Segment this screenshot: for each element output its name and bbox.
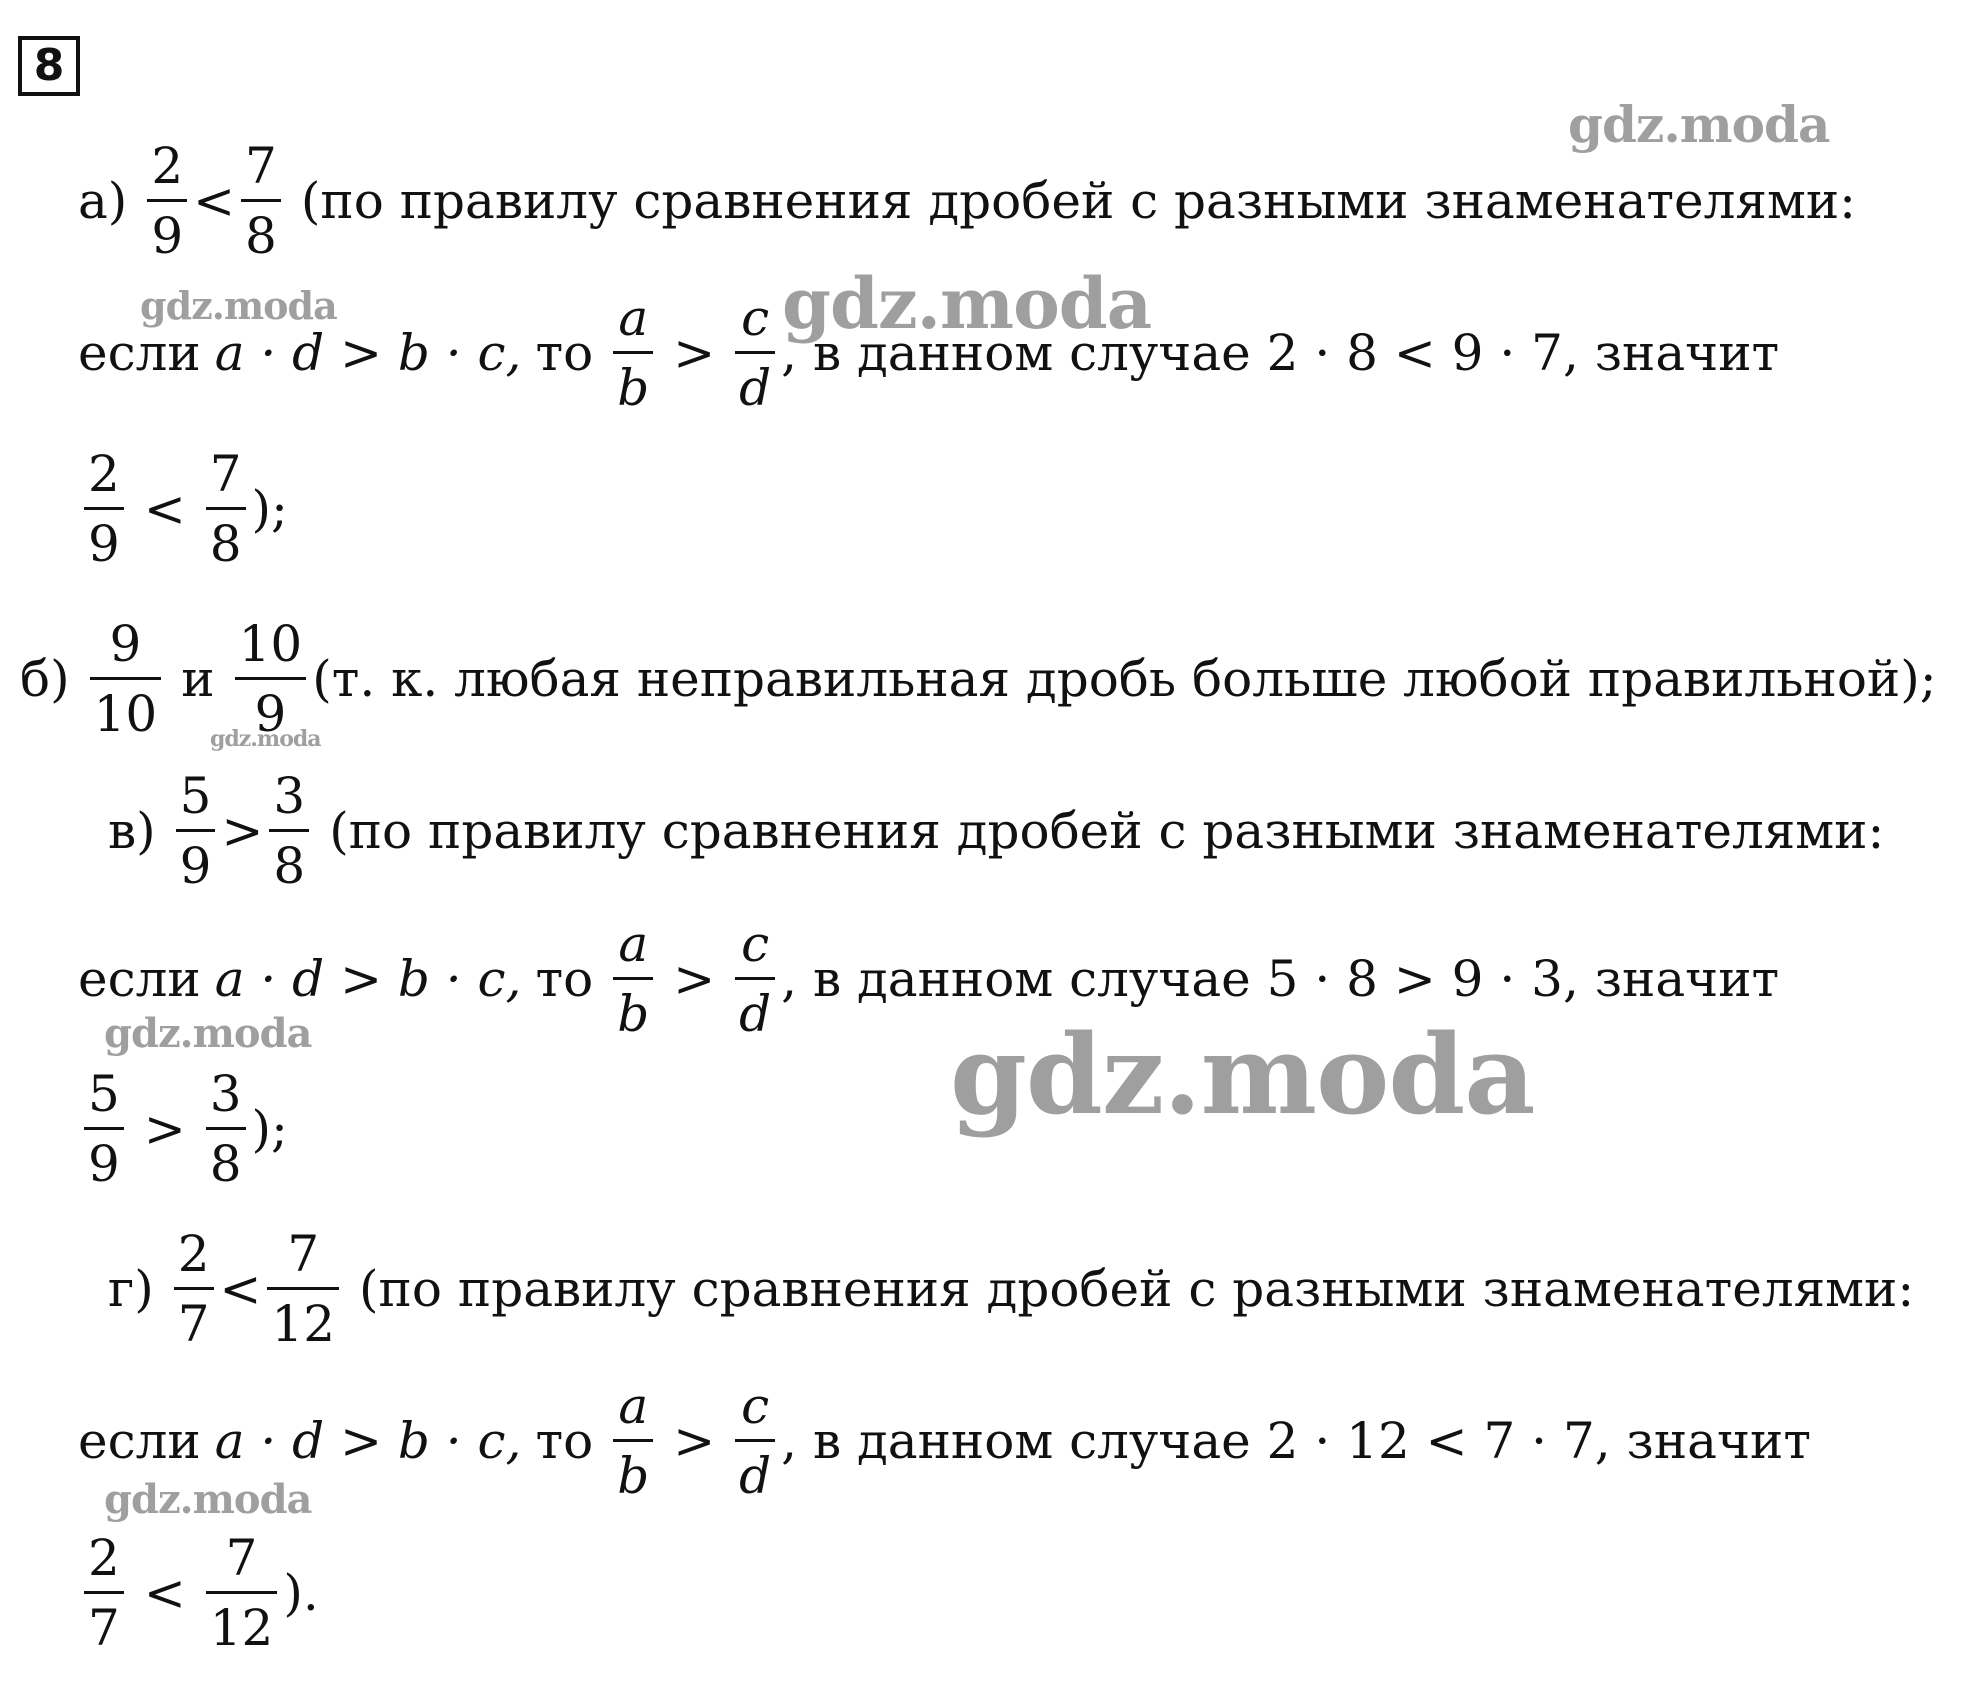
condition-expression: a · d > b · c, xyxy=(214,324,522,382)
task-number: 8 xyxy=(18,36,80,96)
fraction: $\frac{a}{b}$ xyxy=(613,1380,653,1502)
item-a-label: а) xyxy=(78,172,128,230)
fraction: $\frac{a}{b}$ xyxy=(613,918,653,1040)
fraction: $\frac{2}{7}$ xyxy=(84,1532,124,1654)
fraction: $\frac{c}{d}$ xyxy=(735,292,775,414)
case-text: , в данном случае 2 · 12 < 7 · 7, значит xyxy=(781,1412,1811,1470)
watermark: gdz.moda xyxy=(950,1010,1535,1139)
watermark: gdz.moda xyxy=(782,262,1152,345)
comparison-sign: > xyxy=(221,802,264,860)
explanation-text: (т. к. любая неправильная дробь больше любой правильной); xyxy=(312,650,1937,708)
item-b-label: б) xyxy=(20,650,70,708)
fraction: $\frac{c}{d}$ xyxy=(735,1380,775,1502)
item-a-condition: если a · d > b · c, то $\frac{a}{b}$ > $\frac{c}{d}$ , в данном случае 2 · 8 < 9 · 7, значит xyxy=(78,289,1780,417)
item-v-statement xyxy=(108,767,1885,895)
fraction: $\frac{5}{9}$ xyxy=(176,770,216,892)
item-g-label: г) xyxy=(108,1260,154,1318)
item-a-result: $\frac{2}{9}$ < $\frac{7}{8}$ ); xyxy=(78,448,288,570)
fraction: $\frac{3}{8}$ xyxy=(269,770,309,892)
watermark: gdz.moda xyxy=(104,1010,312,1057)
rule-text: (по правилу сравнения дробей с разными знаменателями: xyxy=(300,172,1857,230)
item-v-result: $\frac{5}{9}$ > $\frac{3}{8}$ ); xyxy=(78,1068,288,1190)
fraction: $\frac{2}{9}$ xyxy=(147,140,187,262)
fraction: $\frac{5}{9}$ xyxy=(84,1068,124,1190)
fraction: $\frac{7}{12}$ xyxy=(267,1228,339,1350)
condition-expression: a · d > b · c, xyxy=(214,950,522,1008)
item-v-label: в) xyxy=(108,802,156,860)
fraction: $\frac{2}{7}$ xyxy=(174,1228,214,1350)
comparison-sign: < xyxy=(219,1260,262,1318)
fraction: $\frac{3}{8}$ xyxy=(206,1068,246,1190)
watermark: gdz.moda xyxy=(140,283,337,328)
watermark: gdz.moda xyxy=(210,726,321,752)
watermark: gdz.moda xyxy=(1568,95,1830,154)
item-a-statement xyxy=(78,137,1857,265)
rule-text: (по правилу сравнения дробей с разными знаменателями: xyxy=(359,1260,1915,1318)
fraction: $\frac{a}{b}$ xyxy=(613,292,653,414)
case-text: , в данном случае 5 · 8 > 9 · 3, значит xyxy=(781,950,1780,1008)
comparison-sign: < xyxy=(193,172,236,230)
item-g-statement xyxy=(108,1225,1915,1353)
fraction: $\frac{7}{12}$ xyxy=(206,1532,278,1654)
item-g-result: $\frac{2}{7}$ < $\frac{7}{12}$ ). xyxy=(78,1532,319,1654)
item-b-statement: б) $\frac{9}{10}$ и $\frac{10}{9}$ (т. к. любая неправильная дробь больше любой правильной); xyxy=(20,615,1937,743)
case-text: , в данном случае 2 · 8 < 9 · 7, значит xyxy=(781,324,1780,382)
rule-text: (по правилу сравнения дробей с разными знаменателями: xyxy=(329,802,1885,860)
item-g-condition: если a · d > b · c, то $\frac{a}{b}$ > $\frac{c}{d}$ , в данном случае 2 · 12 < 7 · 7, значит xyxy=(78,1377,1811,1505)
fraction: $\frac{10}{9}$ xyxy=(235,618,307,740)
fraction: $\frac{7}{8}$ xyxy=(206,448,246,570)
fraction: $\frac{2}{9}$ xyxy=(84,448,124,570)
fraction: $\frac{7}{8}$ xyxy=(241,140,281,262)
condition-expression: a · d > b · c, xyxy=(214,1412,522,1470)
fraction: $\frac{c}{d}$ xyxy=(735,918,775,1040)
item-v-condition: если a · d > b · c, то $\frac{a}{b}$ > $\frac{c}{d}$ , в данном случае 5 · 8 > 9 · 3, значит xyxy=(78,915,1780,1043)
watermark: gdz.moda xyxy=(104,1476,312,1523)
fraction: $\frac{9}{10}$ xyxy=(90,618,162,740)
